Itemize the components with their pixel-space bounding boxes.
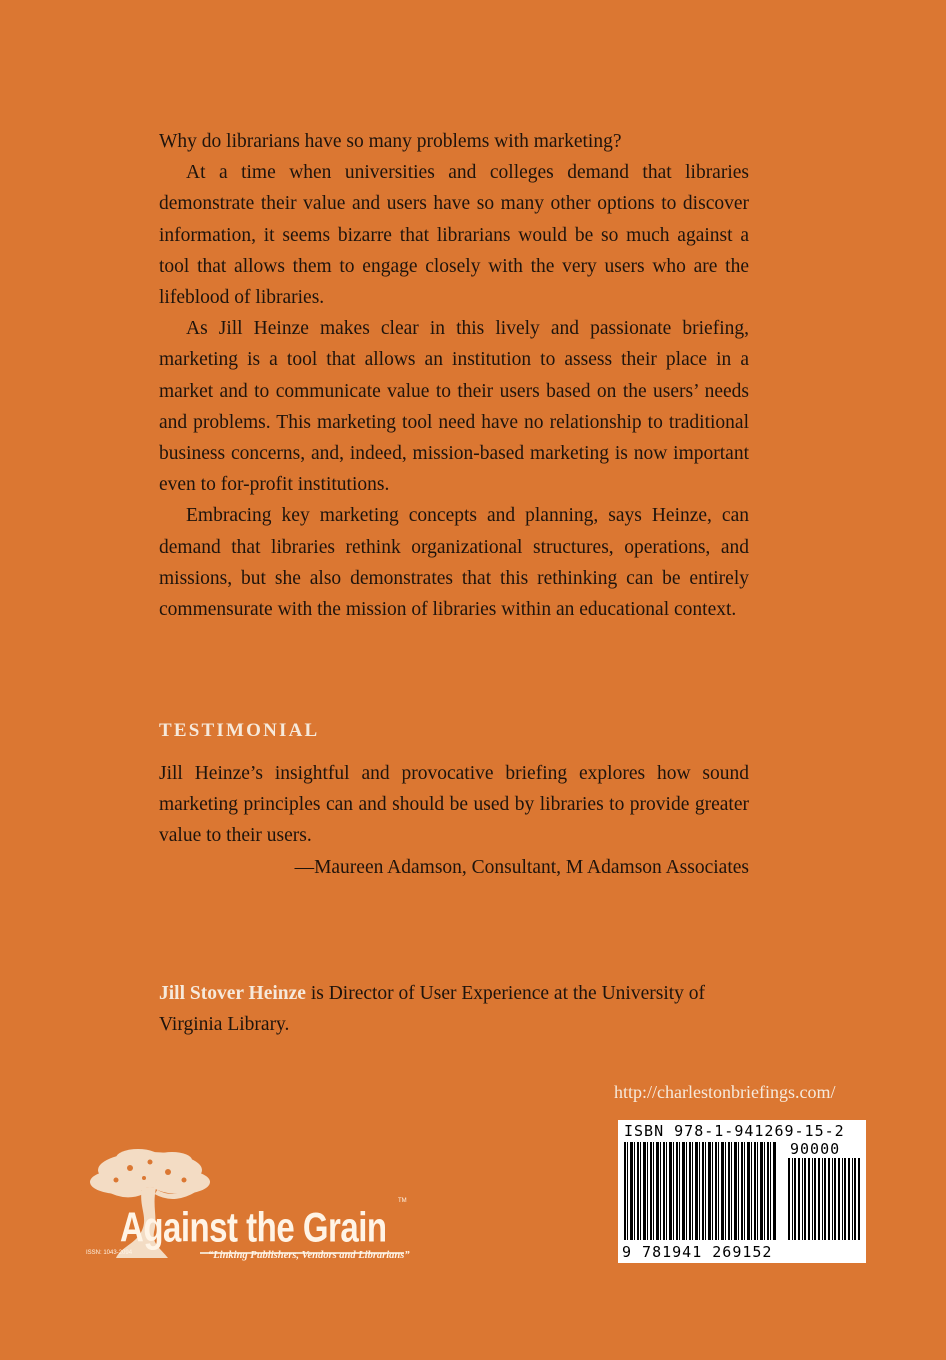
testimonial-quote [159,758,749,852]
author-bio-text: is Director of User Experience at the University of Virginia Library. [159,983,706,1036]
blurb-paragraph: At a time when universities and colleges demand that libraries demonstrate their value and users have so many other options to discover information, it seems bizarre that librarians would be so much against a tool that allows them to engage closely with the very users who are the lifeblood of libraries. [159,162,749,309]
isbn-barcode [618,1120,866,1263]
logo-wordmark: Against the Grain [120,1204,387,1251]
blurb-paragraph: As Jill Heinze makes clear in this lively and passionate briefing, marketing is a tool that allows an institution to assess their place in a market and to communicate value to their users based on the users’ needs and problems. This marketing tool need have no relationship to traditional business concerns, and, indeed, mission-based marketing is now important even to for-profit institutions. [159,318,749,496]
author-bio [159,978,759,1040]
logo-trademark: TM [398,1198,407,1204]
testimonial-attribution: —Maureen Adamson, Consultant, M Adamson Associates [294,857,749,878]
logo-issn: ISSN: 1043-2094 [86,1250,133,1256]
isbn-label: ISBN 978-1-941269-15-2 [624,1122,845,1140]
price-code: 90000 [790,1140,841,1158]
blurb-paragraph: Embracing key marketing concepts and planning, says Heinze, can demand that libraries rethink organizational structures, operations, and missions, but she also demonstrates that this rethinking can be entirely commensurate with the mission of libraries within an educational context. [159,505,749,621]
barcode-bars [624,1142,776,1240]
back-cover-blurb [159,126,749,625]
testimonial-heading: TESTIMONIAL [159,720,320,741]
testimonial-text: Jill Heinze’s insightful and provocative briefing explores how sound marketing principles can and should be used by libraries to provide greater value to their users. [159,763,749,847]
ean-number: 9 781941 269152 [622,1243,773,1261]
logo-tagline: “Linking Publishers, Vendors and Librarians” [208,1250,410,1261]
blurb-paragraph: Why do librarians have so many problems with marketing? [159,131,622,152]
author-name: Jill Stover Heinze [159,983,306,1004]
website-url: http://charlestonbriefings.com/ [614,1082,836,1102]
price-barcode-bars [788,1158,860,1240]
